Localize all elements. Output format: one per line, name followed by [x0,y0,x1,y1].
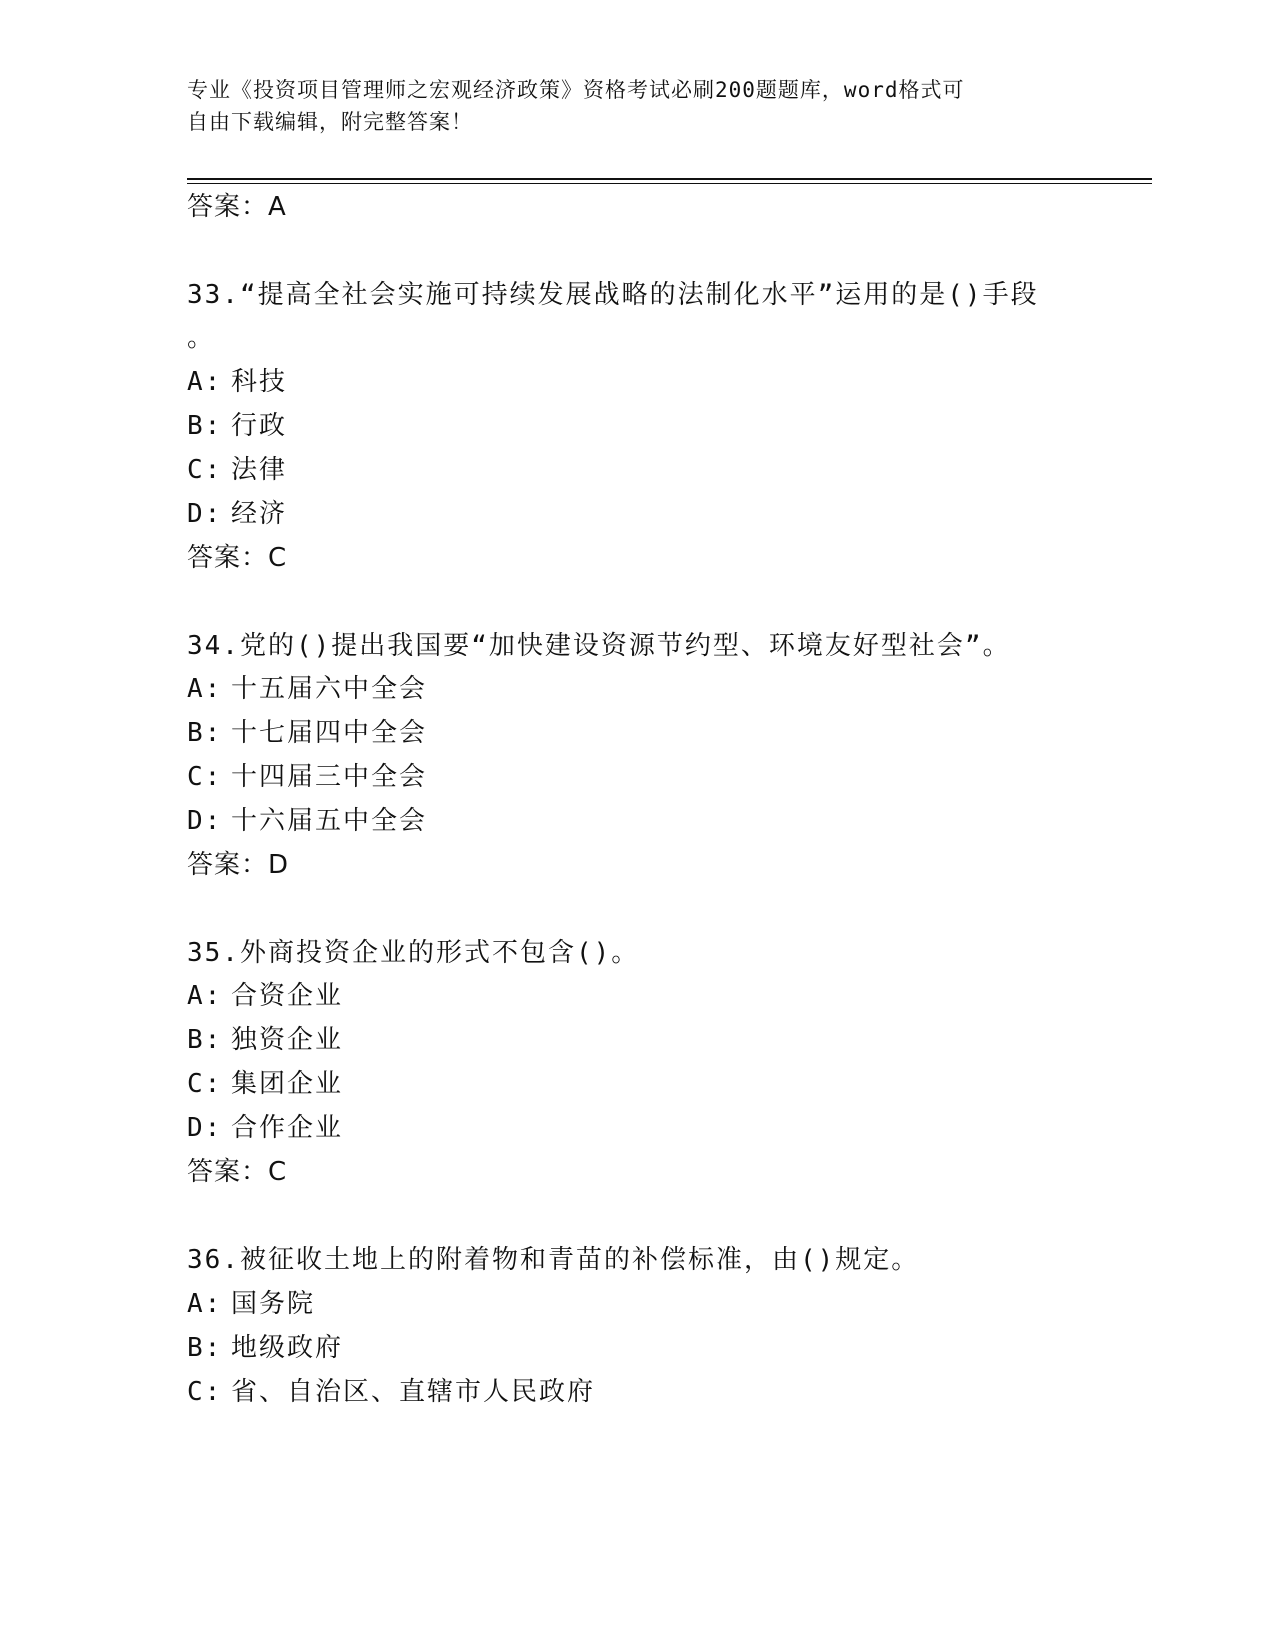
question-stem: 35.外商投资企业的形式不包含()。 [187,938,640,968]
option-a [187,980,343,1012]
option-key: C: [187,762,223,792]
option-key: D: [187,499,223,529]
option-key: C: [187,455,223,485]
header-line-2: 自由下载编辑，附完整答案！ [187,110,473,134]
option-d [187,498,287,530]
option-c [187,1068,343,1100]
option-key: A: [187,981,223,1011]
answer-line: 答案：C [187,543,288,573]
option-text: 行政 [231,411,288,441]
option-c [187,761,427,793]
option-key: A: [187,1289,223,1319]
answer-line: 答案：C [187,1157,288,1187]
option-text: 法律 [231,455,288,485]
option-key: A: [187,367,223,397]
option-key: C: [187,1069,223,1099]
option-text: 科技 [231,367,288,397]
option-b [187,717,427,749]
question-stem: 34.党的()提出我国要“加快建设资源节约型、环境友好型社会”。 [187,631,1011,661]
option-key: B: [187,718,223,748]
option-text: 合资企业 [231,981,344,1011]
option-text: 合作企业 [231,1113,344,1143]
option-key: D: [187,1113,223,1143]
header-rule-thick [187,178,1152,180]
option-text: 十七届四中全会 [231,718,428,748]
option-b [187,1332,343,1364]
option-text: 经济 [231,499,288,529]
header-line-1: 专业《投资项目管理师之宏观经济政策》资格考试必刷200题题库，word格式可 [187,78,965,102]
option-c [187,1376,595,1408]
option-key: B: [187,1333,223,1363]
option-text: 国务院 [231,1289,316,1319]
option-key: B: [187,411,223,441]
question-stem: 36.被征收土地上的附着物和青苗的补偿标准，由()规定。 [187,1245,920,1275]
option-b [187,1024,343,1056]
option-b [187,410,287,442]
option-text: 集团企业 [231,1069,344,1099]
option-key: C: [187,1377,223,1407]
question-stem-continued: 。 [187,323,216,353]
header-rule-thin [187,183,1152,184]
option-a [187,1288,315,1320]
option-text: 省、自治区、直辖市人民政府 [231,1377,596,1407]
option-key: A: [187,674,223,704]
option-text: 十四届三中全会 [231,762,428,792]
option-key: D: [187,806,223,836]
option-key: B: [187,1025,223,1055]
option-text: 十六届五中全会 [231,806,428,836]
question-stem: 33.“提高全社会实施可持续发展战略的法制化水平”运用的是()手段 [187,280,1039,310]
option-d [187,805,427,837]
option-a [187,673,427,705]
answer-line: 答案：A [187,192,287,222]
option-a [187,366,287,398]
document-header [187,74,1067,138]
option-text: 十五届六中全会 [231,674,428,704]
answer-line: 答案：D [187,850,290,880]
option-text: 独资企业 [231,1025,344,1055]
option-c [187,454,287,486]
option-text: 地级政府 [231,1333,344,1363]
option-d [187,1112,343,1144]
